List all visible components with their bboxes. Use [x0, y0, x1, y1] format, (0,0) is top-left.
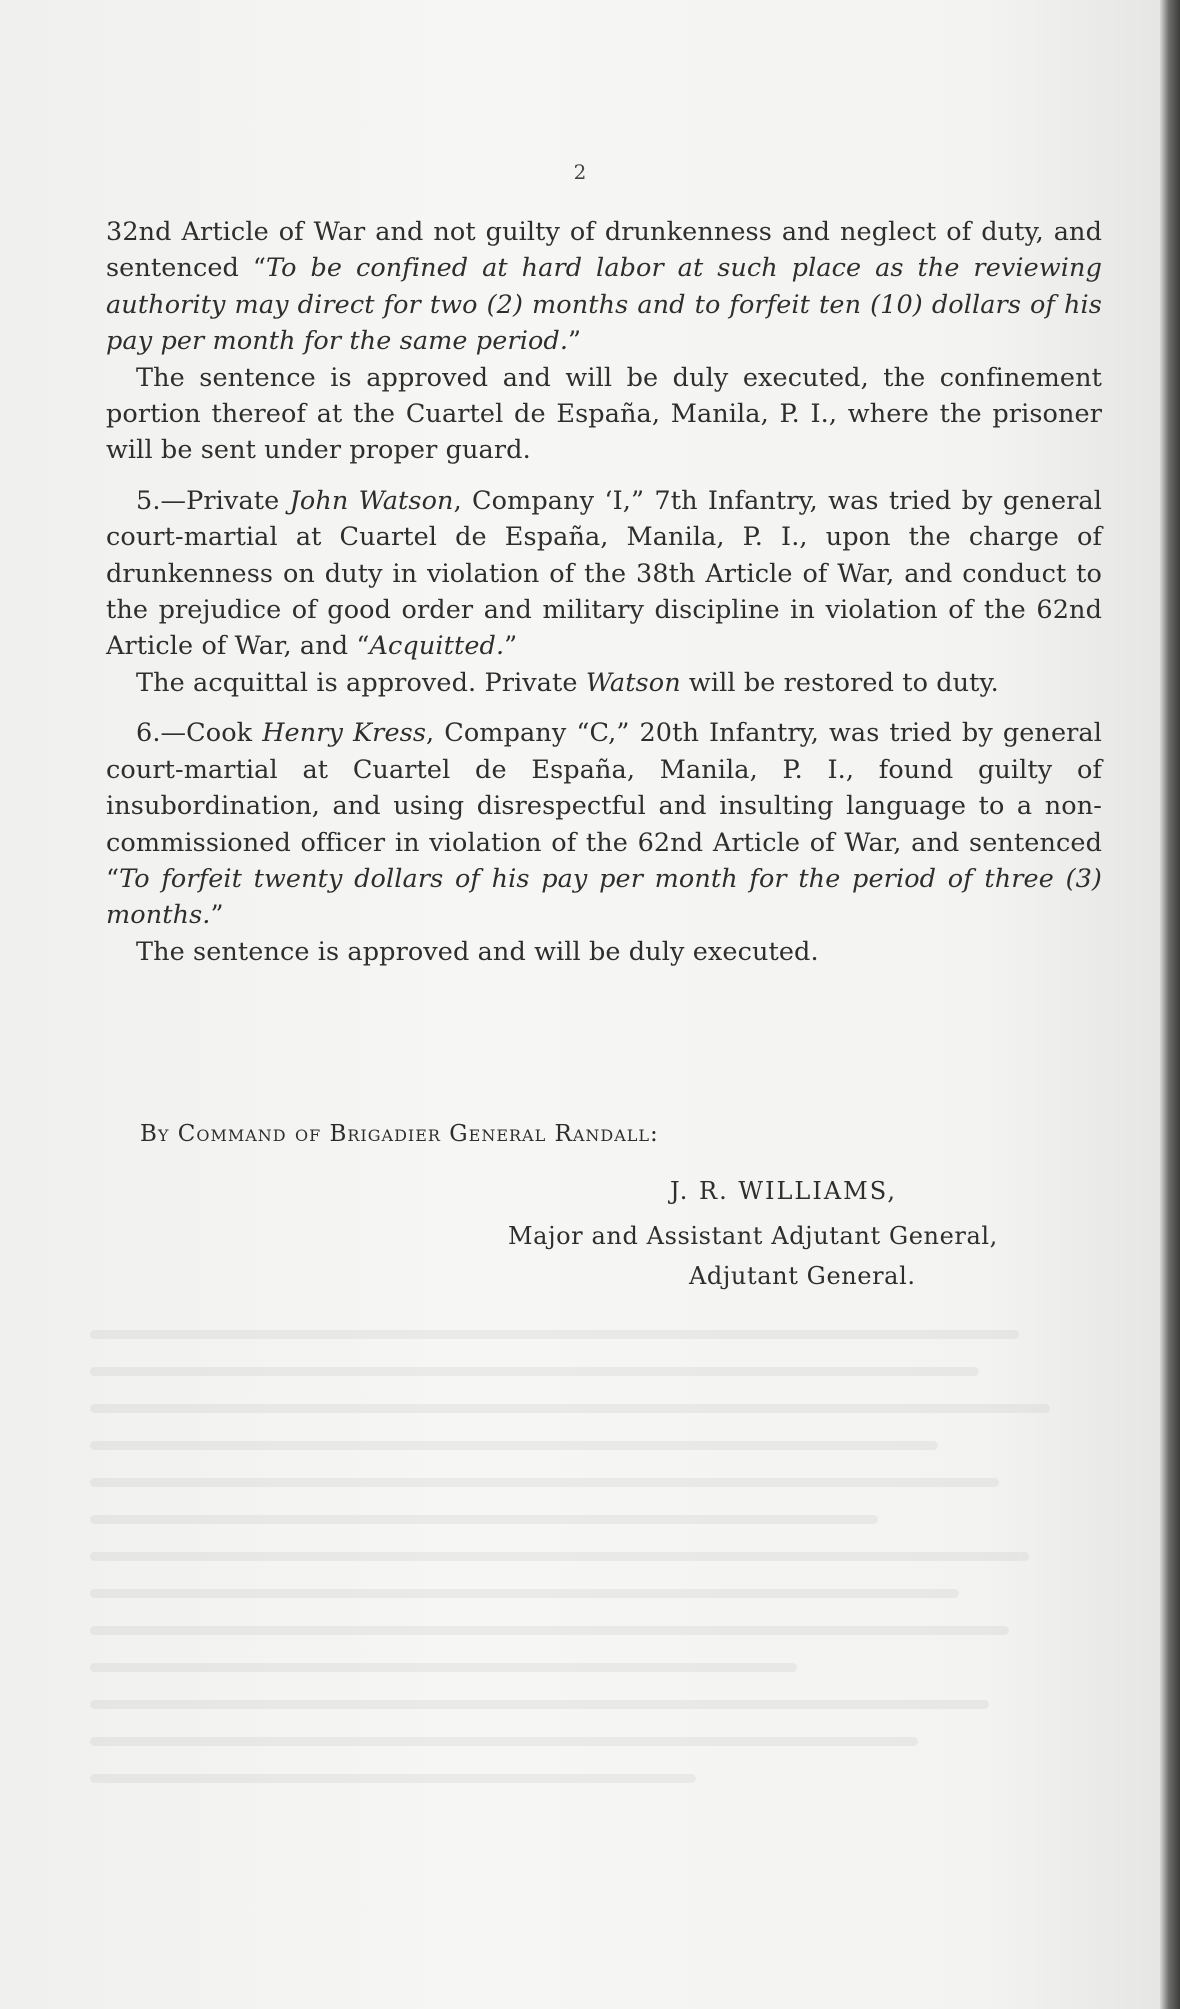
- page-number: 2: [573, 160, 587, 184]
- signature-title-line1: Major and Assistant Adjutant General,: [508, 1222, 998, 1250]
- signature-name: J. R. WILLIAMS,: [670, 1177, 897, 1205]
- text-run: ”: [504, 631, 518, 662]
- text-run: ”: [210, 900, 224, 931]
- command-line: By Command of Brigadier General Randall:: [140, 1121, 659, 1147]
- text-run: ”: [568, 326, 582, 357]
- page-spine-shadow: [1160, 0, 1180, 2009]
- italic-run: Henry Kress: [262, 718, 427, 749]
- italic-run: To forfeit twenty dollars of his pay per month for the period of three (3) months.: [106, 863, 1102, 931]
- text-run: 32nd Article of War and not guilty of drunkenness and neglect of duty, and sentenced “: [106, 217, 1102, 284]
- text-run: , Company “C,” 20th Infantry, was tried by general court-martial at Cuartel de España, Manila, P. I., found guilty of insubordination, and using disrespectful and insulting language to a non-commissioned officer in violation of the 62nd Article of War, and sentenced “: [106, 718, 1102, 894]
- text-run: will be restored to duty.: [680, 667, 999, 698]
- paragraph-item-6: [106, 715, 1102, 933]
- order-body: [106, 214, 1102, 970]
- paragraph-continuation: [106, 214, 1102, 360]
- italic-run: To be confined at hard labor at such place as the reviewing authority may direct for two (2) months and to forfeit ten (10) dollars of his pay per month for the same period.: [106, 253, 1102, 357]
- italic-run: John Watson: [289, 485, 454, 516]
- paragraph-final-sentence: [106, 934, 1102, 970]
- text-run: , Company ‘I,” 7th Infantry, was tried by general court-martial at Cuartel de España, Manila, P. I., upon the charge of drunkenness on duty in violation of the 38th Article of War, and conduct to the prejudice of good order and military discipline in violation of the 62nd Article of War, and “: [106, 485, 1102, 662]
- paragraph-item-5: [106, 483, 1102, 665]
- text-run: 6.—Cook: [136, 718, 263, 749]
- text-run: The sentence is approved and will be duly executed, the confinement portion thereof at the Cuartel de España, Manila, P. I., where the prisoner will be sent under proper guard.: [106, 362, 1102, 466]
- italic-run: Watson: [585, 667, 681, 698]
- show-through-bleed: [90, 1330, 1100, 1890]
- signature-title-line2: Adjutant General.: [689, 1262, 916, 1290]
- text-run: The acquittal is approved. Private: [136, 667, 586, 698]
- text-run: 5.—Private: [136, 485, 290, 516]
- paragraph-sentence-approved: [106, 360, 1102, 469]
- italic-run: Acquitted.: [369, 631, 505, 662]
- paragraph-acquittal-approved: [106, 665, 1102, 701]
- text-run: The sentence is approved and will be duly executed.: [136, 936, 819, 967]
